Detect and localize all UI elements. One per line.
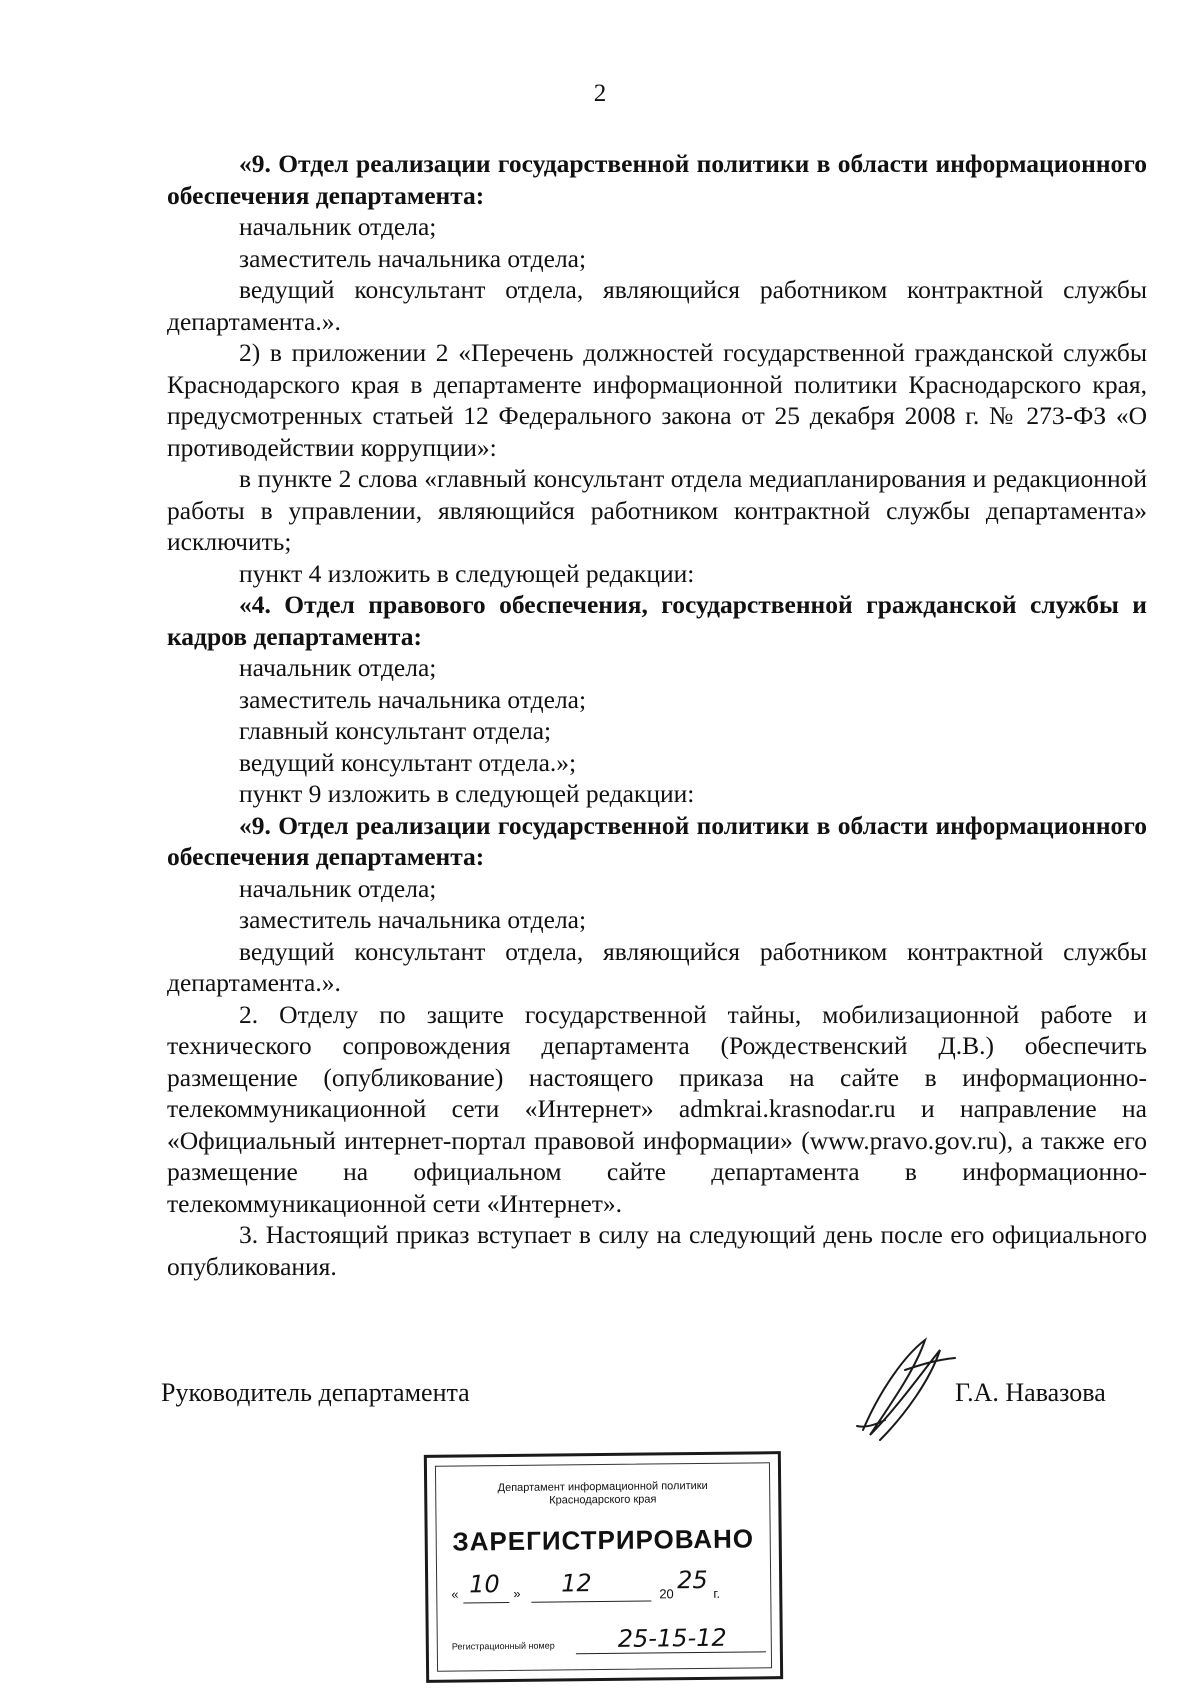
handwritten-signature: [845, 1330, 965, 1450]
stamp-quote-close: »: [513, 1585, 521, 1601]
section-heading: «4. Отдел правового обеспечения, государственной гражданской службы и кадров департамента:: [167, 590, 1147, 651]
stamp-month: 12: [561, 1569, 592, 1598]
paragraph: ведущий консультант отдела, являющийся работником контрактной службы департамента.».: [167, 936, 1147, 997]
stamp-reg-label: Регистрационный номер: [451, 1640, 555, 1652]
section-heading: «9. Отдел реализации государственной политики в области информационного обеспечения департамента:: [167, 810, 1147, 871]
paragraph: главный консультант отдела;: [239, 716, 552, 745]
paragraph: ведущий консультант отдела, являющийся работником контрактной службы департамента.».: [167, 275, 1147, 336]
paragraph: ведущий консультант отдела.»;: [239, 747, 577, 777]
paragraph: в пункте 2 слова «главный консультант отдела медиапланирования и редакционной работы в управлении, являющийся работником контрактной службы департамента» исключить;: [167, 464, 1147, 556]
paragraph: пункт 4 изложить в следующей редакции:: [239, 558, 695, 588]
stamp-day: 10: [469, 1570, 500, 1599]
stamp-date: [451, 1565, 761, 1608]
stamp-quote-open: «: [451, 1586, 459, 1602]
order-body: [167, 148, 1147, 1282]
signatory-position: Руководитель департамента: [161, 1378, 470, 1407]
section-heading: «9. Отдел реализации государственной политики в области информационного обеспечения департамента:: [167, 149, 1147, 210]
stamp-year-suffix: 25: [676, 1565, 708, 1595]
page-number: 2: [593, 80, 607, 107]
paragraph: заместитель начальника отдела;: [239, 684, 587, 714]
stamp-organization: [436, 1479, 769, 1508]
paragraph: 2) в приложении 2 «Перечень должностей государственной гражданской службы Краснодарского края в департаменте информационной политики Краснодарского края, предусмотренных статьей 12 Федерального закона от 25 декабря 2008 г. № 273-ФЗ «О противодействии коррупции»:: [167, 338, 1147, 462]
stamp-year-prefix: 20: [659, 1586, 674, 1602]
stamp-title: ЗАРЕГИСТРИРОВАНО: [452, 1523, 755, 1557]
stamp-reg-number: 25-15-12: [617, 1623, 727, 1653]
paragraph: начальник отдела;: [239, 212, 437, 241]
stamp-org-line2: Краснодарского края: [549, 1493, 657, 1507]
paragraph: заместитель начальника отдела;: [239, 905, 587, 934]
paragraph: начальник отдела;: [239, 653, 437, 682]
paragraph: заместитель начальника отдела;: [239, 243, 587, 273]
stamp-org-line1: Департамент информационной политики: [497, 1479, 708, 1495]
signatory-name: Г.А. Навазова: [955, 1378, 1106, 1407]
stamp-inner-frame: [435, 1462, 772, 1671]
stamp-day-line: [463, 1602, 509, 1603]
stamp-month-line: [531, 1601, 651, 1603]
paragraph: 3. Настоящий приказ вступает в силу на следующий день после его официального опубликования.: [167, 1220, 1147, 1281]
paragraph: пункт 9 изложить в следующей редакции:: [239, 779, 695, 808]
stamp-year-g: г.: [713, 1585, 721, 1601]
paragraph: начальник отдела;: [239, 873, 437, 903]
paragraph: 2. Отделу по защите государственной тайны, мобилизационной работе и технического сопровождения департамента (Рождественский Д.В.) обеспечить размещение (опубликование) настоящего приказа на сайте в информационно-телекоммуникационной сети «Интернет» admkrai.krasnodar.ru и направление на «Официальный интернет-портал правовой информации» (www.pravo.gov.ru), а также его размещение на официальном сайте департамента в информационно-телекоммуникационной сети «Интернет».: [167, 999, 1147, 1218]
stamp-reg-line: [576, 1651, 766, 1654]
registration-stamp: [424, 1451, 783, 1683]
